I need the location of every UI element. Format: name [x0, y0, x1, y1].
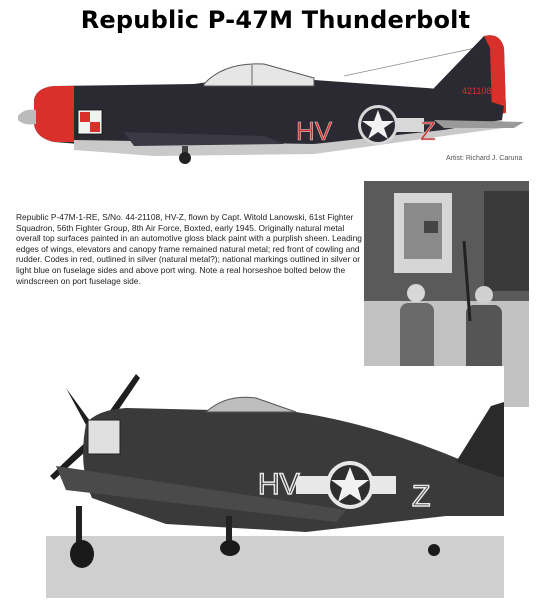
profile-code-hv: HV	[296, 116, 333, 146]
caption-text: Republic P-47M-1-RE, S/No. 44-21108, HV-Z, flown by Capt. Witold Lanowski, 61st Fighter Squadron, 56th Fighter Group, 8th Air Force, Boxted, early 1945. Originally natural metal overall top surfaces painted in an automotive gloss black paint with a purplish sheen. Leading edges of wings, elevators and canopy frame remained natural metal; red front of cowling and rudder. Codes in red, outlined in silver (natural metal?); national markings outlined in silver or light blue on fuselage sides and above port wing. Note a real horseshoe bolted below the windscreen on port fuselage side.	[16, 212, 362, 286]
profile-code-z: Z	[420, 116, 436, 146]
photo-aircraft	[46, 366, 504, 598]
tail-serial: 421108	[462, 86, 492, 96]
aircraft-profile-illustration	[14, 28, 538, 168]
photo-code-z: Z	[412, 480, 431, 513]
page-title: Republic P-47M Thunderbolt	[80, 6, 471, 34]
artist-credit: Artist: Richard J. Caruna	[446, 155, 523, 162]
photo-code-hv: HV	[258, 468, 300, 501]
